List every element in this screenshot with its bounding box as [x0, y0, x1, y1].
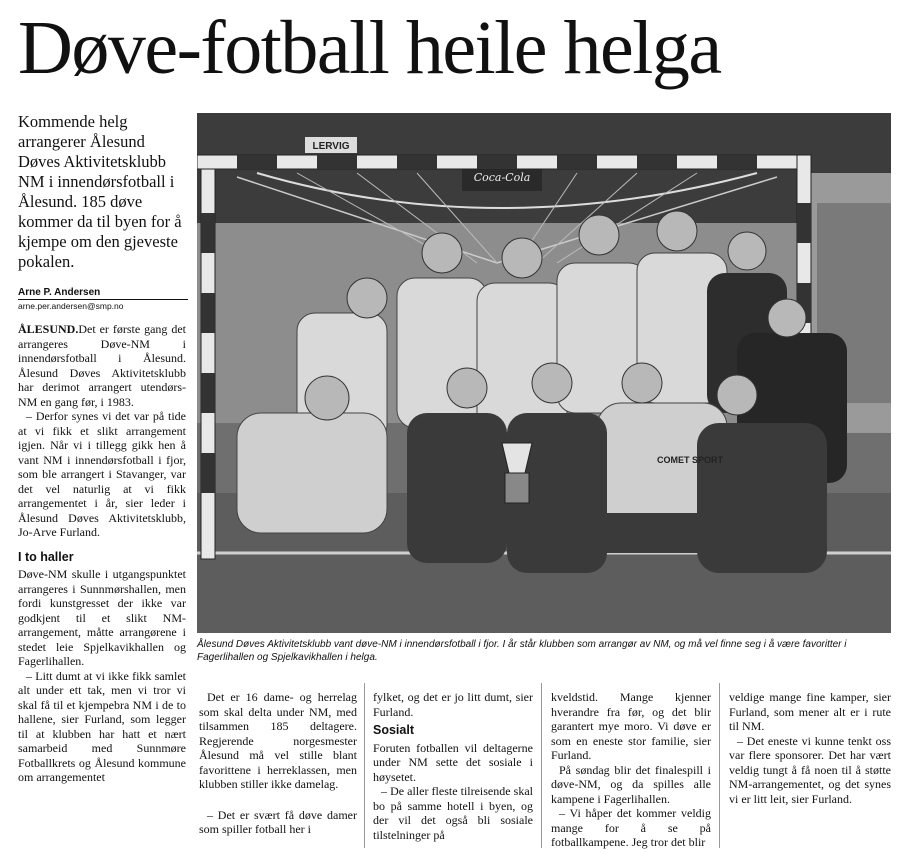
- article-column-5: [729, 690, 891, 806]
- article-column-3: [373, 690, 533, 842]
- paragraph: Døve-NM skulle i utgangspunktet arrangeres i Sunnmørshallen, men fordi kunstgresset der ikke var godkjent til et slikt NM-arrangement, måtte arrangørene i stedet leie Spjelkavikhallen og Fagerlihallen.: [18, 567, 186, 668]
- paragraph: veldige mange fine kamper, sier Furland, som mener alt er i rute til NM.: [729, 690, 891, 733]
- column-divider: [364, 683, 365, 848]
- paragraph: – Litt dumt at vi ikke fikk samlet alt under ett tak, men vi tror vi skal få til et kjempebra NM i de to hallene, sier Furland, som legger til at klubben har hatt et nært samarbeid med Sunnmøre Fotballkrets og Ålesund kommune om arrangementet: [18, 668, 186, 784]
- paragraph: – De aller fleste tilreisende skal bo på samme hotell i byen, og der vil det også bli sosiale tilstelninger på: [373, 784, 533, 842]
- team-photo: [197, 113, 891, 633]
- author-name: Arne P. Andersen: [18, 287, 188, 300]
- sign-cocacola: Coca-Cola: [473, 171, 531, 184]
- paragraph: Foruten fotballen vil deltagerne under NM sette det sosiale i høysetet.: [373, 740, 533, 784]
- paragraph: – Det eneste vi kunne tenkt oss var flere sponsorer. Det har vært veldig tungt å få noen til å støtte NM-arrangementet, og det synes vi er litt leit, sier Furland.: [729, 733, 891, 806]
- paragraph: På søndag blir det finalespill i døve-NM, og da spilles alle kampene i Fagerlihallen.: [551, 762, 711, 806]
- column-divider: [719, 683, 720, 848]
- article-column-4: [551, 690, 711, 850]
- sign-lervig: LERVIG: [312, 141, 350, 152]
- byline: [18, 287, 188, 311]
- shirt-sponsor: COMET SPORT: [657, 455, 724, 465]
- paragraph: – Vi håper det kommer veldig mange for å se på fotballkampene. Jeg tror det blir: [551, 806, 711, 849]
- article-column-1: [18, 322, 186, 785]
- subheading: I to haller: [18, 549, 74, 564]
- paragraph: – Det er svært få døve damer som spiller fotball her i: [199, 807, 357, 836]
- subheading: Sosialt: [373, 723, 414, 737]
- paragraph: kveldstid. Mange kjenner hverandre fra før, og det blir garantert mye moro. Vi døve er som en eneste stor familie, sier Furland.: [551, 690, 711, 762]
- column-divider: [541, 683, 542, 848]
- lead-paragraph: Kommende helg arrangerer Ålesund Døves Aktivitetsklubb NM i innendørsfotball i Ålesund. 185 døve kommer da til byen for å kjempe om den gjeveste pokalen.: [18, 112, 182, 271]
- photo-caption: Ålesund Døves Aktivitetsklubb vant døve-NM i innendørsfotball i fjor. I år står klubben som arrangør av NM, og må vel finne seg i å være favoritter i Fagerlihallen og Spjelkavikhallen i helga.: [197, 639, 847, 663]
- author-email: arne.per.andersen@smp.no: [18, 301, 124, 311]
- paragraph: fylket, og det er jo litt dumt, sier Furland.: [373, 690, 533, 719]
- paragraph: – Derfor synes vi det var på tide at vi fikk et slikt arrangement igjen. Når vi i tillegg gikk hen å vant NM i innendørsfotball i fjor, som ble arrangert i Stavanger, var det vel naturlig at vi fikk arrangementet i år, sier leder i Ålesund Døves Aktivitetsklubb, Jo-Arve Furland.: [18, 409, 186, 539]
- paragraph: ÅLESUND.Det er første gang det arrangeres Døve-NM i innendørsfotball i Ålesund. Ålesund Døves Aktivitetsklubb har derimot arrangert utendørs-NM en gang før, i 1983.: [18, 322, 186, 409]
- headline: Døve-fotball heile helga: [18, 6, 721, 90]
- dateline: ÅLESUND.: [18, 322, 79, 336]
- article-column-2: [199, 690, 357, 837]
- paragraph: Det er 16 dame- og herrelag som skal delta under NM, med tilsammen 185 deltagere. Regjerende norgesmester Ålesund må vel stille blant favorittene i herreklassen, men klubben stiller ikke damelag.: [199, 690, 357, 791]
